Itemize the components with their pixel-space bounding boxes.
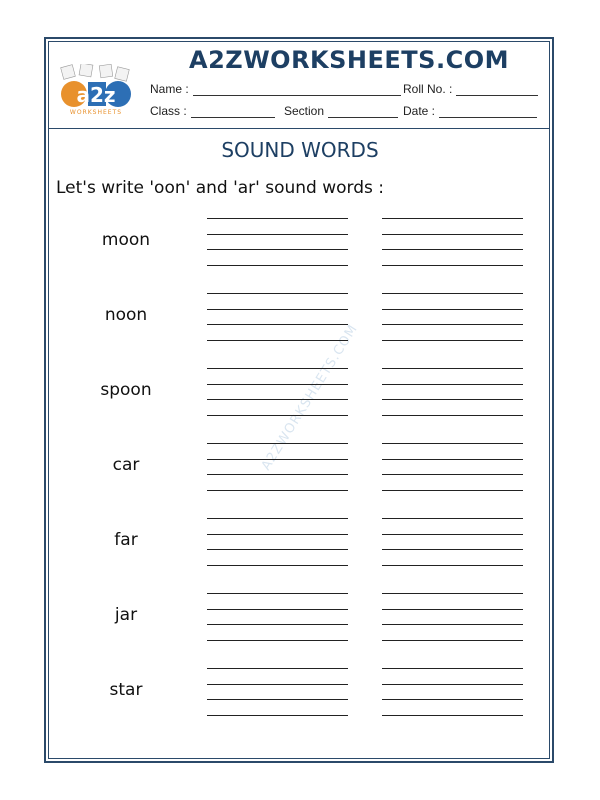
instruction-text: Let's write 'oon' and 'ar' sound words : xyxy=(56,178,385,198)
date-field xyxy=(403,104,537,118)
writing-line[interactable] xyxy=(207,609,348,610)
writing-line[interactable] xyxy=(382,474,523,475)
worksheet-title: SOUND WORDS xyxy=(221,138,379,162)
writing-line[interactable] xyxy=(207,309,348,310)
logo-graphic xyxy=(56,64,136,116)
writing-line[interactable] xyxy=(207,324,348,325)
date-label: Date : xyxy=(403,104,436,118)
name-field xyxy=(150,82,401,96)
watermark: A2ZWORKSHEETS.COM xyxy=(258,321,362,474)
writing-line[interactable] xyxy=(207,249,348,250)
class-field xyxy=(150,104,275,118)
writing-line[interactable] xyxy=(382,249,523,250)
writing-line[interactable] xyxy=(207,684,348,685)
roll-label: Roll No. : xyxy=(403,82,453,96)
writing-line[interactable] xyxy=(207,459,348,460)
word-star: star xyxy=(109,680,143,700)
writing-line[interactable] xyxy=(382,624,523,625)
writing-line[interactable] xyxy=(382,549,523,550)
word-noon: noon xyxy=(104,305,148,325)
class-label: Class : xyxy=(150,104,187,118)
writing-line[interactable] xyxy=(382,309,523,310)
date-input-line[interactable] xyxy=(439,106,537,118)
writing-line[interactable] xyxy=(207,668,348,669)
name-input-line[interactable] xyxy=(193,84,401,96)
writing-line[interactable] xyxy=(207,293,348,294)
writing-line[interactable] xyxy=(207,384,348,385)
writing-line[interactable] xyxy=(207,234,348,235)
name-label: Name : xyxy=(150,82,189,96)
word-jar: jar xyxy=(114,605,138,625)
logo-subtext: WORKSHEETS xyxy=(69,109,123,116)
writing-line[interactable] xyxy=(207,218,348,219)
writing-line[interactable] xyxy=(382,715,523,716)
writing-line[interactable] xyxy=(382,415,523,416)
writing-line[interactable] xyxy=(382,609,523,610)
writing-line[interactable] xyxy=(382,384,523,385)
writing-line[interactable] xyxy=(382,218,523,219)
writing-line[interactable] xyxy=(382,340,523,341)
writing-line[interactable] xyxy=(382,265,523,266)
writing-line[interactable] xyxy=(382,640,523,641)
writing-line[interactable] xyxy=(382,593,523,594)
writing-line[interactable] xyxy=(382,293,523,294)
writing-line[interactable] xyxy=(382,234,523,235)
writing-line[interactable] xyxy=(382,668,523,669)
writing-line[interactable] xyxy=(207,640,348,641)
word-far: far xyxy=(114,530,138,550)
writing-line[interactable] xyxy=(382,324,523,325)
roll-input-line[interactable] xyxy=(456,84,538,96)
writing-line[interactable] xyxy=(382,368,523,369)
section-label: Section xyxy=(284,104,325,118)
writing-line[interactable] xyxy=(207,518,348,519)
writing-line[interactable] xyxy=(382,518,523,519)
class-input-line[interactable] xyxy=(191,106,275,118)
writing-line[interactable] xyxy=(207,549,348,550)
writing-line[interactable] xyxy=(207,565,348,566)
writing-line[interactable] xyxy=(207,490,348,491)
writing-line[interactable] xyxy=(207,624,348,625)
roll-field xyxy=(403,82,538,96)
header-divider xyxy=(49,128,549,129)
section-input-line[interactable] xyxy=(328,106,398,118)
writing-line[interactable] xyxy=(382,684,523,685)
writing-line[interactable] xyxy=(382,490,523,491)
section-field xyxy=(284,104,398,118)
writing-line[interactable] xyxy=(382,565,523,566)
writing-line[interactable] xyxy=(207,443,348,444)
writing-line[interactable] xyxy=(207,368,348,369)
logo-text: a2z xyxy=(76,83,116,107)
writing-line[interactable] xyxy=(382,459,523,460)
writing-line[interactable] xyxy=(207,699,348,700)
a2z-logo xyxy=(56,64,136,116)
site-title: A2ZWORKSHEETS.COM xyxy=(189,46,509,74)
writing-line[interactable] xyxy=(382,699,523,700)
writing-line[interactable] xyxy=(207,715,348,716)
word-moon: moon xyxy=(101,230,151,250)
writing-line[interactable] xyxy=(382,443,523,444)
writing-line[interactable] xyxy=(207,593,348,594)
writing-line[interactable] xyxy=(207,534,348,535)
writing-line[interactable] xyxy=(207,340,348,341)
word-spoon: spoon xyxy=(100,380,152,400)
writing-line[interactable] xyxy=(207,474,348,475)
writing-line[interactable] xyxy=(207,399,348,400)
writing-line[interactable] xyxy=(207,265,348,266)
writing-line[interactable] xyxy=(382,399,523,400)
writing-line[interactable] xyxy=(207,415,348,416)
writing-line[interactable] xyxy=(382,534,523,535)
word-car: car xyxy=(112,455,140,475)
